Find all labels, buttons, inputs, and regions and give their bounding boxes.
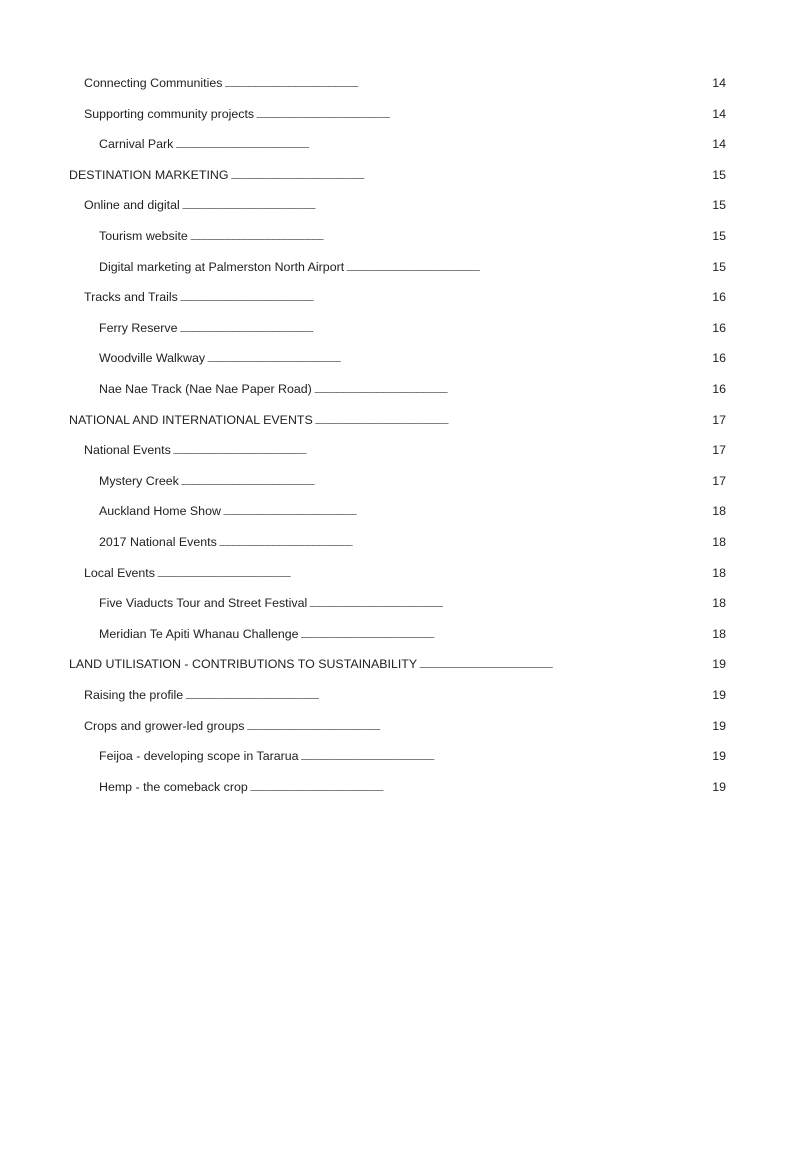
toc-entry-link[interactable] (99, 503, 726, 517)
toc-entry-page-number: 15 (712, 259, 726, 274)
toc-entry-page-number: 18 (712, 565, 726, 580)
dot-leader (180, 289, 710, 301)
toc-entry-page-number: 19 (712, 749, 726, 764)
toc-entry-title: 2017 National Events (99, 535, 217, 549)
toc-entry[interactable] (0, 495, 796, 526)
toc-entry-page-number: 15 (712, 198, 726, 213)
toc-entry-page-number: 14 (712, 137, 726, 152)
toc-entry-page-number: 19 (712, 718, 726, 733)
toc-entry-title: Supporting community projects (84, 106, 255, 121)
toc-entry-link[interactable] (99, 320, 726, 334)
dot-leader (190, 228, 710, 240)
toc-entry-title: Five Viaducts Tour and Street Festival (99, 596, 308, 611)
toc-entry-page-number: 14 (712, 106, 726, 121)
toc-entry[interactable] (0, 648, 796, 679)
toc-entry-page-number: 18 (712, 535, 726, 549)
toc-entry-link[interactable] (84, 565, 726, 579)
toc-entry-page-number: 17 (712, 443, 726, 458)
toc-entry[interactable] (0, 740, 796, 771)
toc-entry-link[interactable] (99, 748, 726, 762)
toc-entry-page-number: 15 (712, 229, 726, 244)
toc-entry-link[interactable] (99, 350, 726, 364)
toc-entry[interactable] (0, 312, 796, 343)
toc-entry-title: Tourism website (99, 229, 188, 244)
toc-entry-title: Raising the profile (84, 687, 184, 702)
toc-entry-page-number: 16 (712, 320, 726, 335)
toc-entry-link[interactable] (84, 687, 726, 701)
toc-entry-link[interactable] (99, 595, 726, 609)
toc-entry-link[interactable] (99, 259, 726, 273)
toc-entry-link[interactable] (69, 656, 726, 670)
toc-entry[interactable] (0, 281, 796, 312)
toc-entry[interactable] (0, 189, 796, 220)
toc-entry-page-number: 17 (712, 473, 726, 488)
toc-entry-title: Hemp - the comeback crop (99, 779, 248, 794)
toc-entry-page-number: 15 (712, 167, 726, 182)
toc-entry-title: Woodville Walkway (99, 351, 206, 366)
toc-entry-title: National Events (84, 443, 171, 458)
toc-entry-page-number: 19 (712, 657, 726, 672)
toc-entry[interactable] (0, 771, 796, 802)
dot-leader (250, 779, 710, 791)
dot-leader (157, 565, 710, 577)
toc-entry-page-number: 16 (712, 382, 726, 397)
toc-entry[interactable] (0, 67, 796, 98)
dot-leader (230, 167, 710, 179)
dot-leader (181, 473, 710, 485)
toc-entry-title: Feijoa - developing scope in Tararua (99, 749, 299, 764)
toc-entry[interactable] (0, 159, 796, 190)
dot-leader (207, 350, 710, 362)
toc-entry-link[interactable] (99, 381, 726, 395)
toc-entry-title: Tracks and Trails (84, 290, 178, 305)
toc-entry-page-number: 18 (712, 504, 726, 519)
toc-entry-title: Mystery Creek (99, 473, 179, 488)
toc-entry-title: Auckland Home Show (99, 504, 221, 519)
toc-entry-link[interactable] (84, 442, 726, 456)
toc-entry[interactable] (0, 373, 796, 404)
toc-entry[interactable] (0, 404, 796, 435)
toc-entry-title: NATIONAL AND INTERNATIONAL EVENTS (69, 412, 313, 427)
dot-leader (315, 412, 710, 424)
toc-entry-page-number: 16 (712, 290, 726, 305)
dot-leader (182, 197, 710, 209)
toc-entry-title: DESTINATION MARKETING (69, 167, 229, 182)
toc-entry-title: Meridian Te Apiti Whanau Challenge (99, 626, 299, 641)
toc-entry[interactable] (0, 251, 796, 282)
toc-entry-title: Online and digital (84, 198, 180, 213)
toc-entry[interactable] (0, 98, 796, 129)
toc-entry-link[interactable] (99, 136, 726, 150)
toc-entry[interactable] (0, 557, 796, 588)
toc-entry[interactable] (0, 587, 796, 618)
toc-entry-title: Digital marketing at Palmerston North Airport (99, 259, 345, 274)
table-of-contents (0, 67, 796, 801)
toc-entry[interactable] (0, 465, 796, 496)
dot-leader (223, 503, 710, 515)
toc-entry[interactable] (0, 679, 796, 710)
toc-entry-page-number: 17 (712, 412, 726, 427)
toc-entry-link[interactable] (84, 106, 726, 120)
dot-leader (309, 595, 710, 607)
toc-entry[interactable] (0, 434, 796, 465)
dot-leader (180, 320, 711, 332)
toc-entry-link[interactable] (84, 718, 726, 732)
toc-entry-link[interactable] (99, 473, 726, 487)
dot-leader (301, 626, 711, 638)
toc-entry-title: Local Events (84, 565, 155, 580)
dot-leader (419, 656, 710, 668)
toc-entry-link[interactable] (69, 167, 726, 181)
toc-entry-link[interactable] (99, 779, 726, 793)
toc-entry-page-number: 19 (712, 779, 726, 794)
toc-entry-link[interactable] (84, 289, 726, 303)
toc-entry-page-number: 18 (712, 596, 726, 611)
toc-entry[interactable] (0, 128, 796, 159)
toc-entry-page-number: 16 (712, 351, 726, 366)
toc-entry[interactable] (0, 342, 796, 373)
toc-entry-link[interactable] (99, 228, 726, 242)
dot-leader (173, 442, 710, 454)
toc-entry-title: Nae Nae Track (Nae Nae Paper Road) (99, 382, 312, 397)
toc-entry-link[interactable] (69, 412, 726, 426)
dot-leader (346, 259, 710, 271)
toc-entry-title: Connecting Communities (84, 76, 223, 91)
toc-entry-link[interactable] (99, 626, 726, 640)
toc-entry-link[interactable] (84, 75, 726, 89)
toc-entry-title: LAND UTILISATION - CONTRIBUTIONS TO SUSTAINABILITY (69, 657, 418, 672)
toc-entry[interactable] (0, 526, 796, 557)
toc-entry-link[interactable] (99, 534, 726, 548)
dot-leader (224, 75, 710, 87)
toc-entry[interactable] (0, 709, 796, 740)
toc-entry-page-number: 14 (712, 76, 726, 91)
dot-leader (219, 534, 710, 546)
dot-leader (246, 718, 710, 730)
dot-leader (301, 748, 711, 760)
toc-entry-page-number: 18 (712, 626, 726, 641)
dot-leader (314, 381, 710, 393)
toc-entry-title: Ferry Reserve (99, 320, 178, 335)
toc-entry-link[interactable] (84, 197, 726, 211)
toc-entry[interactable] (0, 618, 796, 649)
toc-entry-page-number: 19 (712, 687, 726, 702)
dot-leader (185, 687, 710, 699)
dot-leader (175, 136, 710, 148)
toc-entry-title: Crops and grower-led groups (84, 718, 245, 733)
toc-entry-title: Carnival Park (99, 137, 174, 152)
dot-leader (256, 106, 710, 118)
toc-entry[interactable] (0, 220, 796, 251)
